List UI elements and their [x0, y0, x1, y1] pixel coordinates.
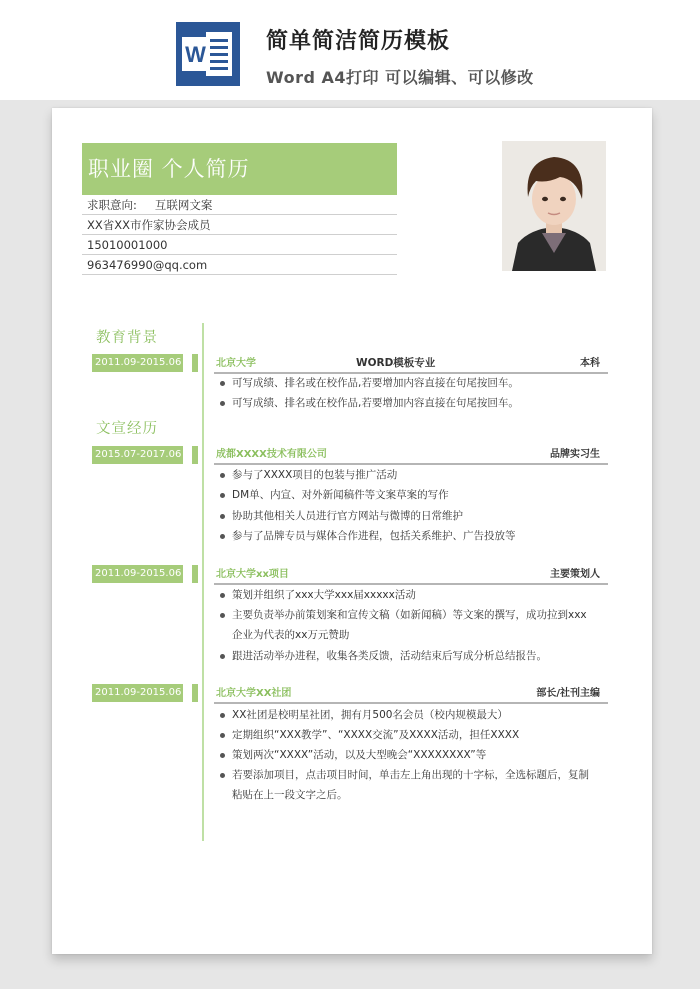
list-item-text: 跟进活动举办进程，收集各类反馈，活动结束后写成分析总结报告。	[232, 650, 547, 662]
experience-section-title: 文宣经历	[96, 421, 158, 437]
experience-org: 北京大学xx项目	[216, 569, 289, 580]
bullet-dot-icon	[220, 473, 225, 478]
template-title: 简单简洁简历模板	[266, 29, 451, 54]
list-item-text: DM单、内宣、对外新闻稿件等文案草案的写作	[232, 489, 449, 501]
resume-page	[52, 108, 652, 954]
education-school: 北京大学	[216, 358, 256, 369]
svg-text:W: W	[185, 42, 206, 67]
experience-entry-header[interactable]	[214, 685, 608, 704]
template-subtitle: Word A4打印 可以编辑、可以修改	[266, 68, 534, 87]
list-item-text: 若要添加项目，点击项目时间，单击左上角出现的十字标，全选标题后，复制	[232, 769, 589, 781]
list-item-text: 可写成绩、排名或在校作品,若要增加内容直接在句尾按回车。	[232, 377, 519, 389]
experience-role: 主要策划人	[550, 569, 600, 580]
list-item-text: 协助其他相关人员进行官方网站与微博的日常维护	[232, 510, 463, 522]
word-document-icon	[176, 22, 240, 86]
experience-org: 成都XXXX技术有限公司	[216, 449, 327, 460]
list-item[interactable]	[218, 705, 613, 725]
education-section-title: 教育背景	[96, 330, 158, 346]
list-item[interactable]	[218, 373, 613, 393]
job-intent-value: 互联网文案	[154, 198, 213, 212]
list-item[interactable]	[218, 765, 613, 785]
resume-header-title[interactable]: 职业圈 个人简历	[82, 143, 397, 195]
bullet-dot-icon	[220, 773, 225, 778]
top-banner	[0, 0, 700, 100]
timeline-line	[202, 323, 204, 841]
education-entry-header[interactable]	[214, 355, 608, 374]
education-major: WORD模板专业	[356, 357, 436, 369]
education-date-tag[interactable]: 2011.09-2015.06	[92, 354, 183, 372]
experience-date-tag[interactable]: 2011.09-2015.06	[92, 565, 183, 583]
phone-row[interactable]: 15010001000	[82, 235, 397, 255]
list-item[interactable]	[218, 585, 613, 605]
list-item-text: XX社团是校明星社团，拥有月500名会员（校内规模最大）	[232, 709, 508, 721]
list-item[interactable]	[218, 485, 613, 505]
date-marker	[192, 565, 198, 583]
portrait-photo[interactable]	[502, 141, 606, 271]
list-item[interactable]	[218, 465, 613, 485]
list-item-text: 定期组织“XXX教学”、“XXXX交流”及XXXX活动，担任XXXX	[232, 729, 520, 741]
list-item-text: 主要负责举办前策划案和宣传文稿（如新闻稿）等文案的撰写，成功拉到xxx	[232, 609, 587, 621]
bullet-dot-icon	[220, 514, 225, 519]
list-item-text: 参与了XXXX项目的包装与推广活动	[232, 469, 398, 481]
list-item-text: 参与了品牌专员与媒体合作进程，包括关系维护、广告投放等	[232, 530, 516, 542]
list-item[interactable]	[218, 725, 613, 745]
bullet-dot-icon	[220, 493, 225, 498]
list-item-text: 策划并组织了xxx大学xxx届xxxxx活动	[232, 589, 416, 601]
bullet-dot-icon	[220, 613, 225, 618]
experience-date-tag[interactable]: 2011.09-2015.06	[92, 684, 183, 702]
date-marker	[192, 446, 198, 464]
bullet-dot-icon	[220, 654, 225, 659]
bullet-dot-icon	[220, 401, 225, 406]
bullet-dot-icon	[220, 753, 225, 758]
education-degree: 本科	[580, 358, 600, 369]
bullet-dot-icon	[220, 381, 225, 386]
list-item[interactable]	[218, 745, 613, 765]
bullet-dot-icon	[220, 713, 225, 718]
list-item-continuation[interactable]: 企业为代表的xx万元赞助	[232, 629, 350, 641]
list-item-text: 策划两次“XXXX”活动，以及大型晚会“XXXXXXXX”等	[232, 749, 487, 761]
experience-org: 北京大学XX社团	[216, 688, 292, 699]
association-row[interactable]: XX省XX市作家协会成员	[82, 215, 397, 235]
list-item[interactable]	[218, 605, 613, 625]
list-item-text: 可写成绩、排名或在校作品,若要增加内容直接在句尾按回车。	[232, 397, 519, 409]
date-marker	[192, 354, 198, 372]
experience-role: 品牌实习生	[550, 449, 600, 460]
experience-date-tag[interactable]: 2015.07-2017.06	[92, 446, 183, 464]
portrait-image	[502, 141, 606, 271]
experience-entry-header[interactable]	[214, 566, 608, 585]
list-item[interactable]	[218, 526, 613, 546]
bullet-dot-icon	[220, 534, 225, 539]
job-intent-row[interactable]	[82, 195, 397, 215]
list-item[interactable]	[218, 646, 613, 666]
email-row[interactable]: 963476990@qq.com	[82, 255, 397, 275]
bullet-dot-icon	[220, 593, 225, 598]
bullet-dot-icon	[220, 733, 225, 738]
date-marker	[192, 684, 198, 702]
experience-entry-header[interactable]	[214, 446, 608, 465]
list-item[interactable]	[218, 393, 613, 413]
experience-role: 部长/社刊主编	[536, 688, 600, 699]
list-item[interactable]	[218, 506, 613, 526]
list-item-continuation[interactable]: 粘贴在上一段文字之后。	[232, 789, 348, 801]
job-intent-label: 求职意向:	[87, 198, 137, 212]
